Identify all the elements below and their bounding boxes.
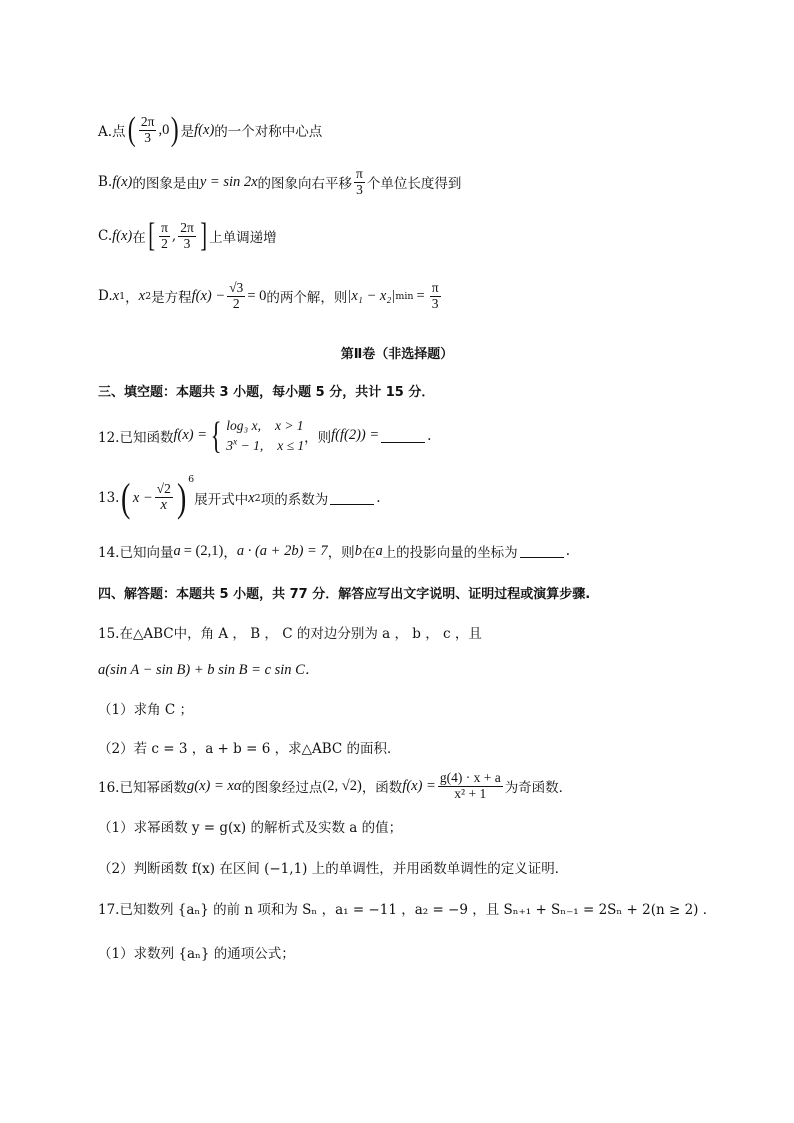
frac-denominator: 3 <box>144 129 152 145</box>
q14-eq1: = (2,1) <box>183 542 224 559</box>
q13-answer-blank[interactable] <box>330 491 374 506</box>
q17-sub-1: （1）求数列 {aₙ} 的通项公式； <box>98 946 295 962</box>
option-b-prefix: B. <box>98 174 113 191</box>
q13-power: 6 <box>188 474 195 485</box>
right-paren: ) <box>176 475 187 520</box>
option-d-eq0: = 0 <box>247 287 267 304</box>
q14-prefix: 14.已知向量 <box>98 545 174 561</box>
q14-vec-b: b <box>354 542 362 559</box>
q16-prefix: 16.已知幂函数 <box>98 780 187 797</box>
q12-case2-base: 3 <box>226 437 234 453</box>
q12-case2-cond: x ≤ 1 <box>277 437 305 453</box>
option-d-fraction <box>227 281 245 312</box>
q12-case-2 <box>226 436 304 456</box>
q16-text2: ，函数 <box>361 780 403 797</box>
brace: { <box>210 414 222 457</box>
q16-text1: 的图象经过点 <box>241 780 323 797</box>
q14-end: . <box>565 543 570 559</box>
option-a-prefix: A.点 <box>98 124 126 140</box>
option-d-min: min <box>395 290 414 302</box>
frac-numerator: 2π <box>180 219 194 235</box>
option-d-sub2: 2 <box>145 290 152 302</box>
q13-x2-sup: 2 <box>254 492 261 504</box>
frac-numerator: g(4) · x + a <box>439 770 501 785</box>
option-d-comma: ， <box>125 290 139 307</box>
question-12 <box>98 416 431 455</box>
option-d-text2: 的两个解，则 <box>266 290 348 307</box>
option-d-x2: x <box>138 287 146 304</box>
q16-gx-sup: α <box>233 777 242 794</box>
q12-case1-expr: log₃ x, <box>226 418 261 433</box>
option-c-fx: f(x) <box>112 227 133 244</box>
frac-numerator: π <box>356 166 363 181</box>
part2-title: 第Ⅱ卷（非选择题） <box>340 347 454 362</box>
q12-text: ，则 <box>304 429 332 446</box>
q16-sub-1: （1）求幂函数 y = g(x) 的解析式及实数 a 的值； <box>98 820 403 836</box>
q15-sub-2: （2）若 c = 3 ，a + b = 6 ，求△ABC 的面积． <box>98 741 401 757</box>
option-d-fraction-2 <box>430 281 441 312</box>
frac-denominator: 2 <box>232 295 240 311</box>
option-b-text2: 的图象向右平移 <box>257 176 353 193</box>
q13-end: . <box>376 490 381 506</box>
q13-x2: x <box>248 489 255 506</box>
q12-ffx: f(f(2)) = <box>331 427 380 444</box>
option-a-fraction <box>139 115 157 146</box>
left-bracket: [ <box>148 217 155 254</box>
q12-cases <box>226 416 304 455</box>
frac-denominator: x <box>160 496 167 513</box>
left-paren: ( <box>121 475 131 520</box>
option-b-text3: 个单位长度得到 <box>366 176 462 193</box>
option-a <box>98 113 322 147</box>
q16-fraction <box>438 771 503 802</box>
frac-numerator: π <box>431 280 439 295</box>
option-b <box>98 167 461 198</box>
q15-line-2: a(sin A − sin B) + b sin B = c sin C． <box>98 662 320 678</box>
q14-sep: ， <box>223 545 237 561</box>
option-b-fraction <box>354 167 365 198</box>
q12-piecewise <box>207 416 304 455</box>
frac-numerator: 2π <box>140 113 155 129</box>
q16-point: (2, √2) <box>322 777 362 794</box>
q12-fx: f(x) = <box>173 427 208 444</box>
q16-text3: 为奇函数． <box>504 780 573 797</box>
section-4-heading: 四、解答题：本题共 5 小题，共 77 分．解答应写出文字说明、证明过程或演算步骤. <box>98 587 591 602</box>
q14-answer-blank[interactable] <box>520 544 564 559</box>
option-d-fx: f(x) − <box>191 287 226 304</box>
option-a-coord: ,0 <box>158 121 170 138</box>
q17-line-1: 17.已知数列 {aₙ} 的前 n 项和为 Sₙ ，a₁ = −11 ，a₂ = −9 ，且 Sₙ₊₁ + Sₙ₋₁ = 2Sₙ + 2(n ≥ 2) ． <box>98 902 717 918</box>
question-16 <box>98 771 572 802</box>
option-d-sub1: 1 <box>119 290 126 302</box>
option-c-text2: 上单调递增 <box>209 230 277 246</box>
option-c-prefix: C. <box>98 228 113 244</box>
option-b-eq: y = sin 2x <box>199 173 258 190</box>
q15-sub-1: （1）求角 C ； <box>98 702 194 718</box>
option-d-prefix: D. <box>98 288 113 305</box>
q12-case2-rest: − 1, <box>237 437 264 453</box>
option-d <box>98 281 443 312</box>
option-a-text: 是 <box>180 124 195 140</box>
q14-vec-a2: a <box>375 542 383 559</box>
option-a-tail: 的一个对称中心点 <box>214 124 323 140</box>
section-3-heading: 三、填空题：本题共 3 小题，每小题 5 分，共计 15 分． <box>98 385 435 400</box>
q12-end: . <box>427 427 432 444</box>
q15-line-1: 15.在△ABC中，角 A ， B ， C 的对边分别为 a ， b ， c ，且 <box>98 626 482 642</box>
frac-denominator: 2 <box>161 235 168 251</box>
option-c <box>98 219 277 253</box>
option-b-text1: 的图象是由 <box>132 176 200 193</box>
q14-text3: 上的投影向量的坐标为 <box>382 545 518 561</box>
q12-case2-sup: x <box>233 437 238 448</box>
option-c-text1: 在 <box>132 230 146 246</box>
frac-numerator: π <box>161 219 168 235</box>
frac-numerator: √2 <box>156 481 171 497</box>
q16-fx: f(x) = <box>402 777 436 794</box>
right-bracket: ] <box>200 217 207 254</box>
option-d-eq: = <box>416 287 425 304</box>
frac-denominator: 3 <box>431 295 439 311</box>
q12-prefix: 12.已知函数 <box>98 429 174 446</box>
frac-denominator: 3 <box>183 235 191 251</box>
q14-expr: a · (a + 2b) = 7 <box>236 542 328 559</box>
q16-gx: g(x) = x <box>186 777 234 794</box>
option-b-fx: f(x) <box>112 173 133 190</box>
frac-denominator: x² + 1 <box>454 785 487 801</box>
q12-case-1 <box>226 416 304 436</box>
right-paren: ) <box>171 111 179 148</box>
q13-prefix: 13. <box>98 490 120 506</box>
q12-answer-blank[interactable] <box>381 428 425 443</box>
q13-text2: 项的系数为 <box>260 492 329 508</box>
q13-fraction <box>155 482 173 514</box>
question-13 <box>98 474 381 520</box>
q12-case1-cond: x > 1 <box>274 418 304 433</box>
q13-text1: 展开式中 <box>194 492 249 508</box>
q14-vec-a: a <box>173 542 181 559</box>
q14-text1: ，则 <box>327 545 355 561</box>
option-c-fraction-1 <box>159 221 170 252</box>
option-c-fraction-2 <box>178 221 196 252</box>
option-a-fx: f(x) <box>194 121 215 138</box>
option-d-x1: x <box>112 287 120 304</box>
option-d-text1: 是方程 <box>151 290 192 307</box>
question-14 <box>98 541 570 561</box>
q16-sub-2: （2）判断函数 f(x) 在区间 (−1,1) 上的单调性，并用函数单调性的定义证明． <box>98 861 569 877</box>
option-c-sep: , <box>171 228 177 244</box>
q13-x: x − <box>132 489 153 506</box>
left-paren: ( <box>127 111 136 148</box>
option-d-abs: |x₁ − x₂| <box>347 287 396 304</box>
frac-denominator: 3 <box>356 181 363 197</box>
q14-text2: 在 <box>361 545 376 561</box>
frac-numerator: √3 <box>229 280 244 295</box>
